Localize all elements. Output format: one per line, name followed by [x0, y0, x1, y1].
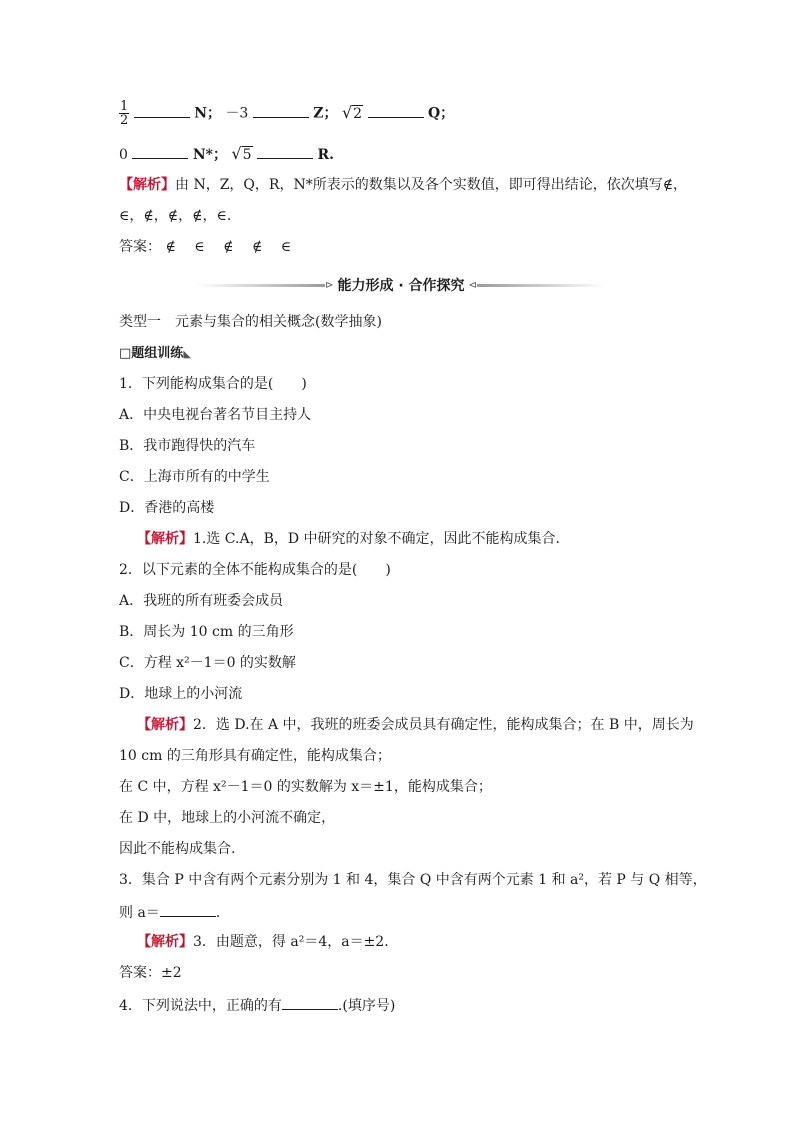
triangle-left-icon: ⊲: [468, 279, 477, 291]
analysis-tag: 【解析】: [137, 717, 193, 733]
q2-stem: 2．以下元素的全体不能构成集合的是( ): [119, 562, 391, 578]
fraction-one-half: $\frac{1}{2}$: [120, 99, 129, 128]
fill-blank-a[interactable]: [160, 902, 216, 917]
fill-blank-3[interactable]: [368, 103, 424, 118]
fill-blank-2[interactable]: [253, 103, 309, 118]
q1-option-b: B．我市跑得快的汽车: [119, 438, 256, 454]
section-rule-right: [477, 284, 606, 287]
box-icon: □: [119, 346, 132, 361]
q1-option-c: C．上海市所有的中学生: [119, 469, 270, 485]
q4-stem: 4．下列说法中，正确的有 .(填序号): [119, 995, 395, 1015]
fill-blank-q4[interactable]: [282, 995, 338, 1010]
triangle-right-icon: ⊳: [325, 279, 334, 291]
section-rule-left: [196, 284, 325, 287]
set-symbol-n: N；: [194, 105, 221, 122]
q2-option-b: B．周长为 10 cm 的三角形: [119, 624, 294, 640]
analysis-tag: 【解析】: [137, 531, 193, 547]
corner-icon: ◣: [183, 349, 192, 360]
fill-blank-5[interactable]: [257, 144, 313, 159]
fill-blank-1[interactable]: [134, 103, 190, 118]
q0-line1: [119, 100, 454, 127]
group-heading: [119, 344, 191, 364]
value-zero: 0: [119, 147, 128, 163]
section-title: 能力形成 · 合作探究: [337, 278, 465, 294]
q2-analysis-line5: 因此不能构成集合.: [119, 841, 236, 857]
q2-option-c: C．方程 x²－1＝0 的实数解: [119, 655, 296, 671]
q0-answer: 答案： ∉ ∈ ∉ ∉ ∈: [119, 239, 292, 255]
q3-stem-line2: 则 a＝ .: [119, 902, 220, 922]
group-title-wrap: □题组训练◣: [119, 346, 192, 361]
q2-analysis-line3: 在 C 中，方程 x²－1＝0 的实数解为 x＝±1，能构成集合；: [119, 779, 492, 795]
q1-analysis: 【解析】1.选 C.A，B，D 中研究的对象不确定，因此不能构成集合.: [137, 531, 560, 547]
q1-stem: 1．下列能构成集合的是( ): [119, 376, 307, 392]
set-symbol-r: R.: [317, 147, 334, 163]
q2-option-a: A．我班的所有班委会成员: [119, 593, 284, 609]
set-symbol-q: Q；: [427, 105, 455, 122]
q0-line2: [119, 144, 334, 164]
set-symbol-nstar: N*；: [192, 147, 227, 163]
q1-option-a: A．中央电视台著名节目主持人: [119, 407, 312, 423]
q3-answer: 答案：±2: [119, 965, 182, 981]
section-heading: [196, 276, 606, 294]
q2-analysis-line2: 10 cm 的三角形具有确定性，能构成集合；: [119, 748, 391, 764]
sqrt-5: √5: [231, 144, 252, 163]
analysis-tag: 【解析】: [119, 177, 175, 193]
q3-analysis: 【解析】3．由题意，得 a²＝4，a＝±2.: [137, 934, 389, 950]
q2-analysis-line1: 【解析】2．选 D.在 A 中，我班的班委会成员具有确定性，能构成集合；在 B 中，周长为: [137, 717, 694, 733]
q0-analysis-line2: ∈，∉，∉，∉，∈.: [119, 208, 232, 224]
q3-stem-line1: 3．集合 P 中含有两个元素分别为 1 和 4，集合 Q 中含有两个元素 1 和 a²，若 P 与 Q 相等，: [119, 872, 707, 888]
value-neg3: －3: [225, 105, 249, 122]
q1-option-d: D．香港的高楼: [119, 500, 215, 516]
analysis-tag: 【解析】: [137, 934, 193, 950]
type-heading: 类型一 元素与集合的相关概念(数学抽象): [119, 314, 382, 330]
set-symbol-z: Z；: [313, 105, 338, 122]
q2-analysis-line4: 在 D 中，地球上的小河流不确定，: [119, 810, 336, 826]
fill-blank-4[interactable]: [132, 144, 188, 159]
q0-analysis-line1: 【解析】由 N，Z，Q，R，N*所表示的数集以及各个实数值，即可得出结论，依次填写∉，: [119, 177, 688, 193]
sqrt-2: √2: [341, 102, 363, 122]
q2-option-d: D．地球上的小河流: [119, 686, 243, 702]
